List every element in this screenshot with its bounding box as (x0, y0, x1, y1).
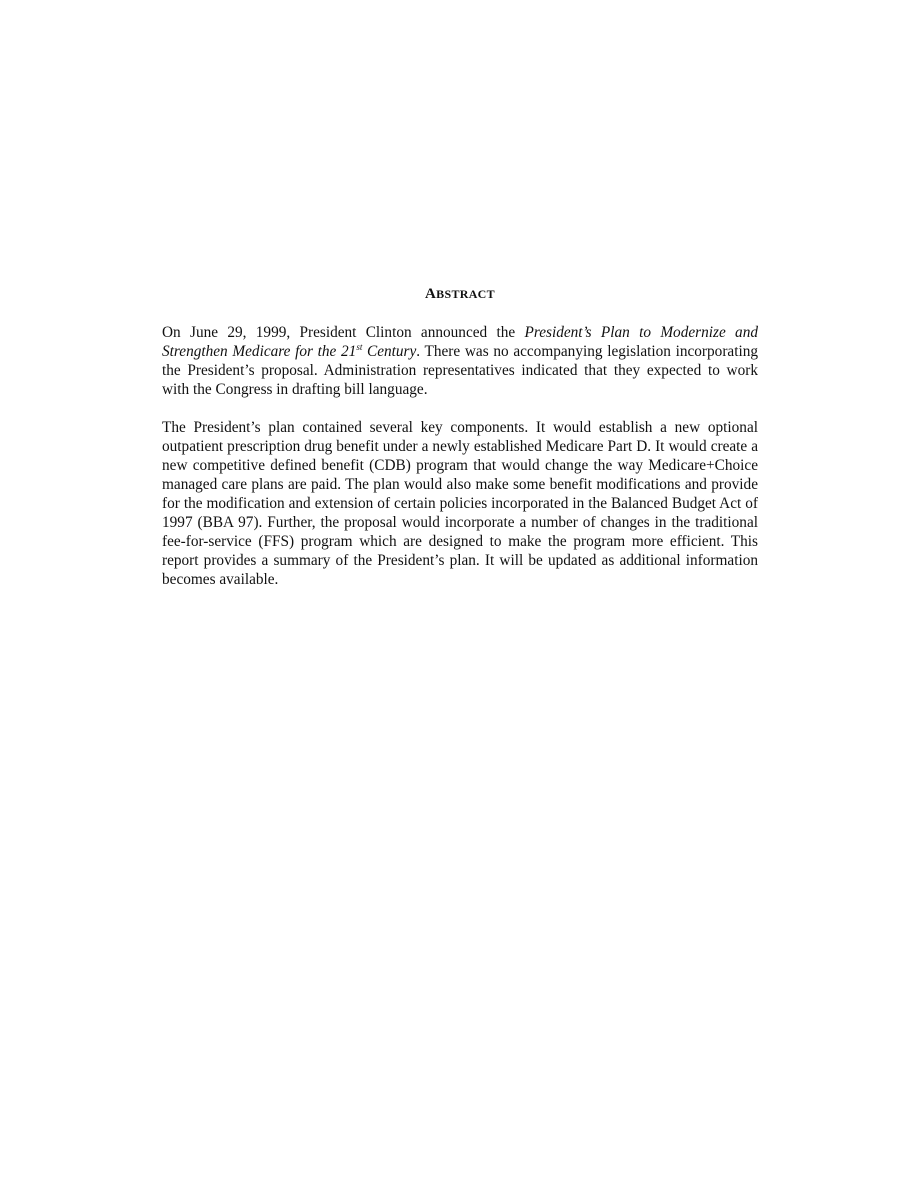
abstract-paragraph-2: The President’s plan contained several key components. It would establish a new optional outpatient prescription drug benefit under a newly established Medicare Part D. It would create a new competitive defined benefit (CDB) program that would change the way Medicare+Choice managed care plans are paid. The plan would also make some benefit modifications and provide for the modification and extension of certain policies incorporated in the Balanced Budget Act of 1997 (BBA 97). Further, the proposal would incorporate a number of changes in the traditional fee-for-service (FFS) program which are designed to make the program more efficient. This report provides a summary of the President’s plan. It will be updated as additional information becomes available. (162, 419, 758, 588)
document-page (162, 286, 758, 608)
abstract-heading (162, 286, 758, 303)
heading-initial: A (425, 286, 437, 302)
plan-title-superscript: st (356, 341, 363, 352)
heading-rest: BSTRACT (436, 287, 495, 301)
paragraph-1-rest: . There was no accompanying legislation incorporating the President’s proposal. Administration representatives indicated that they expected to work with the Congress in drafting bill language. (162, 343, 759, 398)
plan-title-end: Century (362, 343, 417, 360)
paragraph-1-lead: On June 29, 1999, President Clinton announced the (162, 324, 525, 341)
plan-title-text: President’s Plan to Modernize and Strengthen Medicare for the 21 (162, 324, 758, 360)
abstract-paragraph-1 (162, 323, 758, 399)
